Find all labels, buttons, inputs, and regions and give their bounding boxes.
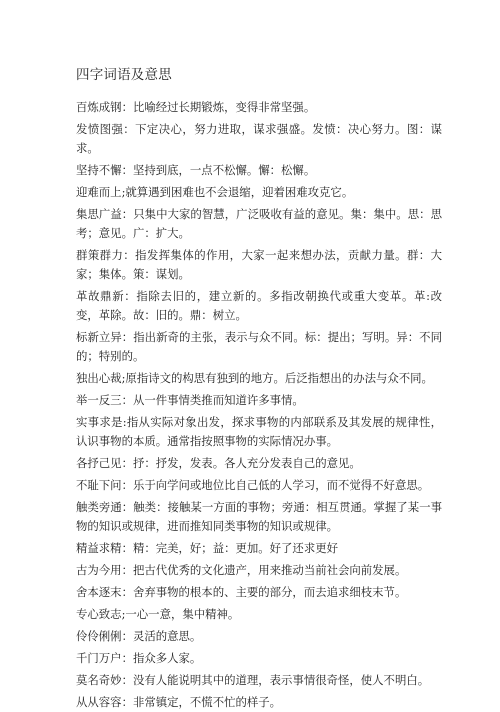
- idiom-entry: 各抒己见：抒：抒发，发表。各人充分发表自己的意见。: [76, 456, 361, 470]
- idiom-entry: 舍本逐末：舍弃事物的根本的、主要的部分，而去追求细枝末节。: [76, 585, 407, 599]
- idiom-entry: 标新立异：指出新奇的主张，表示与众不同。标：提出；写明。异：不同的；特别的。: [76, 330, 442, 363]
- idiom-entry: 独出心裁;原指诗文的构思有独到的地方。后泛指想出的办法与众不同。: [76, 371, 433, 385]
- idiom-entry: 革故鼎新：指除去旧的，建立新的。多指改朝换代或重大变革。革:改变，革除。故：旧的。鼎：树立。: [76, 289, 442, 322]
- idiom-entry: 集思广益：只集中大家的智慧，广泛吸收有益的意见。集：集中。思：思考；意见。广：扩大。: [76, 207, 442, 240]
- idiom-entry: 触类旁通：触类：接触某一方面的事物；旁通：相互贯通。掌握了某一事物的知识或规律，进而推知同类事物的知识或规律。: [76, 500, 442, 533]
- idiom-entry: 千门万户：指众多人家。: [76, 651, 202, 665]
- idiom-entry: 不耻下问：乐于向学问或地位比自己低的人学习，而不觉得不好意思。: [76, 478, 430, 492]
- idiom-entry: 发愤图强：下定决心，努力进取，谋求强盛。发愤：决心努力。图：谋求。: [76, 122, 442, 155]
- document-title: 四字词语及意思: [76, 67, 172, 83]
- idiom-entry: 专心致志;一心一意，集中精神。: [76, 607, 240, 621]
- idiom-entry: 从从容容：非常镇定，不慌不忙的样子。: [76, 695, 282, 709]
- idiom-entry: 精益求精：精：完美，好；益：更加。好了还求更好: [76, 541, 338, 555]
- idiom-list: [76, 98, 442, 712]
- idiom-entry: 实事求是:指从实际对象出发，探求事物的内部联系及其发展的规律性，认识事物的本质。通常指按照事物的实际情况办事。: [76, 415, 442, 448]
- idiom-entry: 举一反三：从一件事情类推而知道许多事情。: [76, 393, 304, 407]
- idiom-entry: 迎难而上;就算遇到困难也不会退缩，迎着困难攻克它。: [76, 185, 354, 199]
- idiom-entry: 莫名奇妙：没有人能说明其中的道理，表示事情很奇怪，使人不明白。: [76, 673, 430, 687]
- idiom-entry: 百炼成钢：比喻经过长期锻炼，变得非常坚强。: [76, 100, 316, 114]
- idiom-entry: 古为今用：把古代优秀的文化遗产，用来推动当前社会向前发展。: [76, 563, 407, 577]
- idiom-entry: 伶伶俐俐：灵活的意思。: [76, 629, 202, 643]
- idiom-entry: 坚持不懈：坚持到底，一点不松懈。懈：松懈。: [76, 163, 316, 177]
- idiom-entry: 群策群力：指发挥集体的作用，大家一起来想办法，贡献力量。群：大家；集体。策：谋划。: [76, 248, 442, 281]
